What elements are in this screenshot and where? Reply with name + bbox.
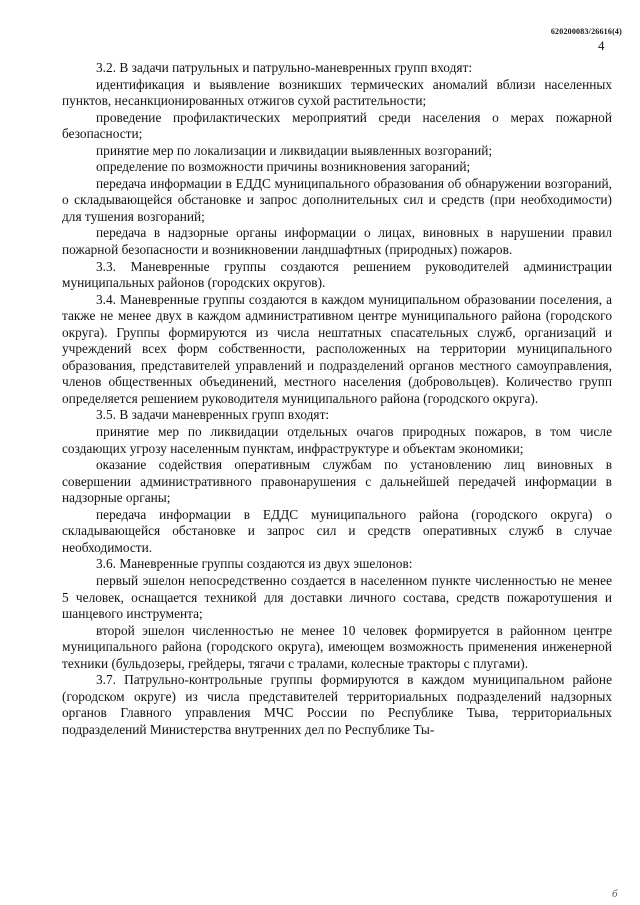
section-3-7-paragraph: 3.7. Патрульно-контрольные группы формируются в каждом муниципальном районе (городском округе) из числа представителей территориальных подразделений надзорных органов Главного управления МЧС России по Республике Тыва, территориальных подразделений Министерства внутренних дел по Республике Ты-: [62, 672, 612, 737]
page-number: 4: [598, 38, 605, 53]
list-item: передача информации в ЕДДС муниципального образования об обнаружении возгораний, о складывающейся обстановке и запрос дополнительных сил и средств (при необходимости) для тушения возгораний;: [62, 175, 612, 224]
list-item: проведение профилактических мероприятий среди населения о мерах пожарной безопасности;: [62, 109, 612, 142]
document-registration-number: 620200083/26616(4): [550, 27, 622, 36]
list-item: идентификация и выявление возникших термических аномалий вблизи населенных пунктов, несанкционированных отжигов сухой растительности;: [62, 76, 612, 109]
section-3-4-paragraph: 3.4. Маневренные группы создаются в каждом муниципальном образовании поселения, а также не менее двух в каждом административном центре муниципального района (городского округа). Группы формируются из числа нештатных спасательных служб, организаций и учреждений всех форм собственности, расположенных на территории муниципального образования, представителей управлений и подразделений органов местного самоуправления, членов общественных объединений, местного населения (добровольцев). Количество групп определяется решением руководителя муниципального района (городского округа).: [62, 291, 612, 406]
handwritten-margin-mark: б: [612, 888, 618, 900]
section-3-3-paragraph: 3.3. Маневренные группы создаются решением руководителей администрации муниципальных районов (городских округов).: [62, 258, 612, 291]
list-item: определение по возможности причины возникновения загораний;: [96, 159, 471, 175]
list-item: оказание содействия оперативным службам по установлению лиц виновных в совершении административного правонарушения с дальнейшей передачей информации в надзорные органы;: [62, 457, 612, 506]
list-item: первый эшелон непосредственно создается в населенном пункте численностью не менее 5 человек, оснащается техникой для доставки личного состава, средств пожаротушения и шанцевого инструмента;: [62, 572, 612, 622]
list-item: передача в надзорные органы информации о лицах, виновных в нарушении правил пожарной безопасности и возникновении ландшафтных (природных) пожаров.: [62, 225, 612, 258]
section-3-2-heading: 3.2. В задачи патрульных и патрульно-маневренных групп входят:: [96, 60, 473, 75]
list-item: передача информации в ЕДДС муниципального района (городского округа) о складывающейся обстановке и запрос сил и средств оперативных служб в случае необходимости.: [62, 506, 612, 555]
section-3-5-heading: 3.5. В задачи маневренных групп входят:: [96, 407, 330, 423]
document-body: [62, 60, 612, 738]
section-3-6-heading: 3.6. Маневренные группы создаются из двух эшелонов:: [96, 556, 413, 572]
list-item: принятие мер по ликвидации отдельных очагов природных пожаров, в том числе создающих угрозу населенным пунктам, инфраструктуре и объектам экономики;: [62, 424, 612, 456]
list-item: второй эшелон численностью не менее 10 человек формируется в районном центре муниципального района (городского округа), имеющем возможность применения инженерной техники (бульдозеры, грейдеры, тягачи с тралами, колесные тракторы с плугами).: [62, 622, 612, 671]
list-item: принятие мер по локализации и ликвидации выявленных возгораний;: [96, 142, 493, 158]
